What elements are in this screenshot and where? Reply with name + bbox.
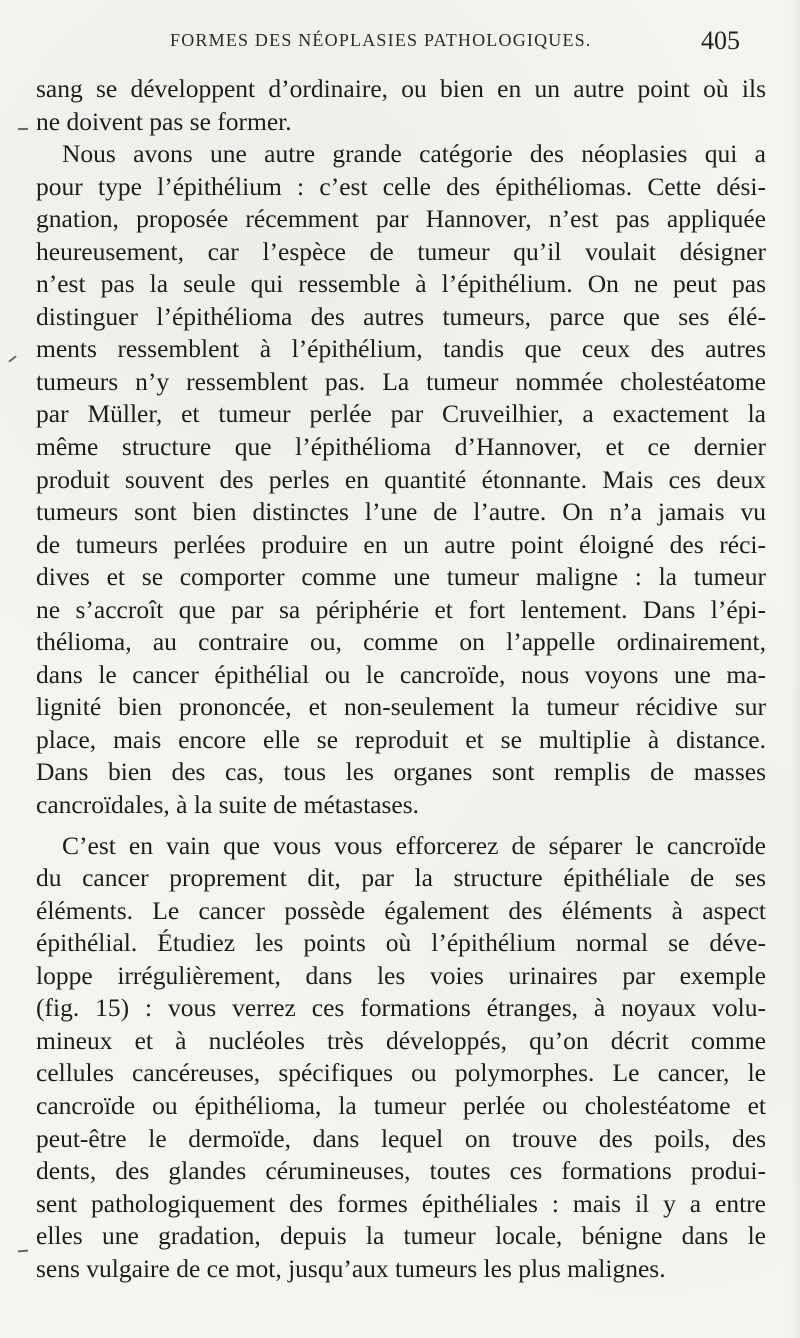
text-line: distinguer l’épithélioma des autres tumeurs, parce que ses élé- xyxy=(36,301,766,331)
text-line: ments ressemblent à l’épithélium, tandis que ceux des autres xyxy=(36,334,766,364)
text-line: tumeurs sont bien distinctes l’une de l’autre. On n’a jamais vu xyxy=(36,497,766,527)
text-line: sent pathologiquement des formes épithéliales : mais il y a entre xyxy=(36,1188,766,1218)
text-line: loppe irrégulièrement, dans les voies urinaires par exemple xyxy=(36,960,766,990)
paragraph-first-line: C’est en vain que vous vous efforcerez de séparer le cancroïde xyxy=(62,830,766,860)
text-line: dents, des glandes cérumineuses, toutes ces formations produi- xyxy=(36,1156,766,1186)
text-line: thélioma, au contraire ou, comme on l’appelle ordinairement, xyxy=(36,627,766,657)
text-line: tumeurs n’y ressemblent pas. La tumeur nommée cholestéatome xyxy=(36,366,766,396)
page-edge-shadow xyxy=(790,0,800,1338)
text-line: ne doivent pas se former. xyxy=(36,106,292,136)
margin-mark xyxy=(18,128,28,130)
text-line: heureusement, car l’espèce de tumeur qu’il voulait désigner xyxy=(36,236,766,266)
text-line: du cancer proprement dit, par la structure épithéliale de ses xyxy=(36,863,766,893)
text-line: mineux et à nucléoles très développés, qu’on décrit comme xyxy=(36,1025,766,1055)
text-line: par Müller, et tumeur perlée par Cruveilhier, a exactement la xyxy=(36,399,766,429)
text-line: de tumeurs perlées produire en un autre point éloigné des réci- xyxy=(36,529,766,559)
text-line: ne s’accroît que par sa périphérie et fort lentement. Dans l’épi- xyxy=(36,594,766,624)
text-line: sang se développent d’ordinaire, ou bien en un autre point où ils xyxy=(36,74,766,103)
text-line: produit souvent des perles en quantité étonnante. Mais ces deux xyxy=(36,464,766,494)
text-line: pour type l’épithélium : c’est celle des épithéliomas. Cette dési- xyxy=(36,171,766,201)
page-header xyxy=(0,28,800,58)
margin-mark xyxy=(18,1250,28,1253)
text-line: peut-être le dermoïde, dans lequel on trouve des poils, des xyxy=(36,1123,766,1153)
text-line: dans le cancer épithélial ou le cancroïde, nous voyons une ma- xyxy=(36,659,766,689)
text-line: n’est pas la seule qui ressemble à l’épithélium. On ne peut pas xyxy=(36,269,766,299)
text-line: elles une gradation, depuis la tumeur locale, bénigne dans le xyxy=(36,1221,766,1251)
text-line: cancroïde ou épithélioma, la tumeur perlée ou cholestéatome et xyxy=(36,1090,766,1120)
text-line: même structure que l’épithélioma d’Hannover, et ce dernier xyxy=(36,432,766,462)
text-line: sens vulgaire de ce mot, jusqu’aux tumeurs les plus malignes. xyxy=(36,1253,666,1283)
text-line: cancroïdales, à la suite de métastases. xyxy=(36,790,420,820)
text-line: dives et se comporter comme une tumeur maligne : la tumeur xyxy=(36,562,766,592)
text-line: éléments. Le cancer possède également des éléments à aspect xyxy=(36,895,766,925)
text-line: place, mais encore elle se reproduit et se multiplie à distance. xyxy=(36,724,766,754)
page-text xyxy=(36,73,766,1285)
text-line: (fig. 15) : vous verrez ces formations étranges, à noyaux volu- xyxy=(36,993,766,1023)
paragraph-first-line: Nous avons une autre grande catégorie des néoplasies qui a xyxy=(62,139,766,169)
running-head: FORMES DES NÉOPLASIES PATHOLOGIQUES. xyxy=(170,30,592,50)
text-line: Dans bien des cas, tous les organes sont remplis de masses xyxy=(36,757,766,787)
page-number: 405 xyxy=(701,26,740,55)
text-line: épithélial. Étudiez les points où l’épithélium normal se déve- xyxy=(36,928,766,958)
text-line: lignité bien prononcée, et non-seulement la tumeur récidive sur xyxy=(36,692,766,722)
text-line: gnation, proposée récemment par Hannover, n’est pas appliquée xyxy=(36,204,766,234)
text-line: cellules cancéreuses, spécifiques ou polymorphes. Le cancer, le xyxy=(36,1058,766,1088)
margin-mark xyxy=(8,355,16,362)
